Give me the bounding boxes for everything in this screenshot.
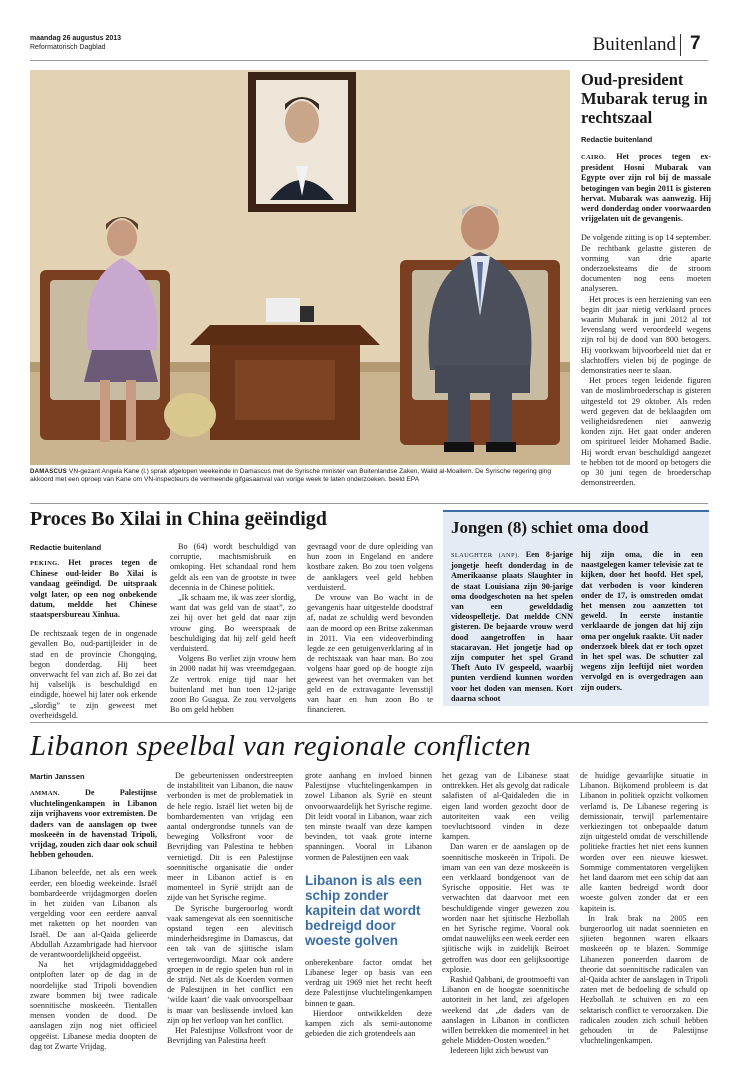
jongen-dateline: SLAUGHTER (ANP).: [451, 552, 520, 559]
libanon-paragraph: De Syrische burgeroorlog wordt vaak samengevat als een soennitische opstand tegen een alevitisch minderheidsregime in Damascus, dat een tak van de sjiitische islam vertegenwoordigt. Maar ook andere groepen in de regio spelen hun rol in de strijd. Net als de Koerden vormen de Palestijnen in het conflict een ‘wilde kaart’ die vaak onvoorspelbaar is maar van beslissende invloed kan zijn op het verloop van het conflict.: [167, 903, 293, 1025]
jongen-headline: Jongen (8) schiet oma dood: [451, 518, 649, 537]
libanon-paragraph: grote aanhang en invloed binnen Palestijnse vluchtelingenkampen in zowel Libanon als Syrië en steunt onvoorwaardelijk het Syrische regime. Dit leidt vooral in Libanon, waar zich ten minste twaalf van deze kampen bevinden, tot vaak grote interne spanningen. Vooral in Libanon vormen de Palestijnen een vaak: [305, 771, 432, 862]
libanon-paragraph: onberekenbare factor omdat het Libanese leger op basis van een verdrag uit 1969 niet het recht heeft deze Palestijnse vluchtelingenkampen binnen te gaan.: [305, 957, 432, 1008]
masthead-info: [30, 34, 121, 52]
mubarak-headline: Oud-president Mubarak terug in rechtszaal: [581, 70, 708, 127]
libanon-paragraph: In Irak brak na 2005 een burgeroorlog uit nadat soennieten en sjiieten begonnen waren elkaars moskeeën op te blazen. Sommige Libanezen poneerden daarom de theorie dat soennitische radicalen van al-Qaida achter de aanslagen in Tripoli zaten met de bedoeling de schuld op Hezbollah te schuiven en zo een sektarisch conflict te veroorzaken. Die radicalen zouden zich schuil hebben gehouden in de Palestijnse vluchtelingenkampen.: [580, 913, 708, 1046]
mubarak-body: [581, 152, 711, 489]
photo-illustration: [30, 70, 570, 465]
libanon-headline: Libanon speelbal van regionale conflicten: [30, 730, 531, 762]
bo-column-3: [307, 542, 433, 715]
caption-place: DAMASCUS: [30, 469, 68, 475]
mubarak-dateline: CAIRO.: [581, 154, 607, 161]
jongen-text-1: Een 8-jarige jongetje heeft donderdag in de Amerikaanse plaats Slaughter in de staat Louisiana zijn 90-jarige oma doodgeschoten na het spelen van een gewelddadig videospelletje. Dat meldde CNN gisteren. De bejaarde vrouw werd dood aangetroffen in haar stacaravan. Het jongetje had op zijn computer het spel Grand Theft Auto IV gespeeld, waarbij punten verdiend kunnen worden voor het doden van mensen. Kort daarna schoot: [451, 550, 573, 703]
jongen-box: [443, 510, 709, 706]
libanon-paragraph: De gebeurtenissen onderstreepten de instabiliteit van Libanon, die nauw verbonden is met de problematiek in de hele regio. Israël liet weten bij de bombardementen van vrijdag een aantal ondergrondse tunnels van de beweging Volksfront voor de Bevrijding van Palestina te hebben vernietigd. Dit is een Palestijnse soennitische organisatie die onder meer in Libanon actief is en momenteel in Syrië strijdt aan de zijde van het Syrische regime.: [167, 771, 293, 903]
bo-paragraph: De vrouw van Bo wacht in de gevangenis haar uitgestelde doodstraf af, nadat ze schuldig werd bevonden aan de moord op een Britse zakenman in 2011. Via een videoverbinding legde ze een getuigenverklaring af in de rechtszaak van haar man. Bo zou volgens haar goed op de hoogte zijn geweest van het overmaken van het geld en de extravagante levensstijl van haar en hun zoon Bo te financieren.: [307, 593, 433, 715]
libanon-column-5: [580, 771, 708, 1046]
page-number: 7: [690, 33, 701, 54]
jongen-column-1: [451, 550, 573, 704]
libanon-byline: Martin Janssen: [30, 772, 85, 781]
libanon-column-4: [442, 771, 569, 1057]
caption-text: VN-gezant Angela Kane (l.) sprak afgelopen weekeinde in Damascus met de Syrische minister van Buitenlandse Zaken, Walid al-Moallem. De Syrische regering ging akkoord met een oproep van Kane om VN-inspecteurs de vermeende gifgasaanval van vorige week te laten onderzoeken.: [30, 468, 551, 484]
bo-column-2: [170, 542, 296, 715]
mubarak-lead: [581, 152, 711, 224]
publication-name: Reformatorisch Dagblad: [30, 44, 106, 51]
photo-credit: beeld EPA: [388, 476, 420, 484]
section-title: Buitenland: [592, 34, 676, 55]
mubarak-paragraph: Het proces is een herziening van een begin dit jaar nietig verklaard proces waarin Mubarak in juni 2012 al tot levenslang werd veroordeeld wegens zijn rol bij de dood van 800 betogers. Hij voorkwam bijvoorbeeld niet dat er slachtoffers vielen bij de poginge de demonstraties neer te slaan.: [581, 294, 711, 376]
bo-lead-text: Het proces tegen de Chinese oud-leider Bo Xilai is vandaag geëindigd. De uitspraak volgt later, op een nog onbekende datum, meldde het Chinese staatspersbureau Xinhua.: [30, 558, 157, 620]
libanon-pullquote: Libanon is als een schip zonder kapitein dat wordt bedreigd door woeste golven: [305, 872, 423, 948]
bo-byline: Redactie buitenland: [30, 543, 102, 552]
section-rule-1: [30, 503, 708, 504]
mubarak-article: [581, 70, 711, 489]
libanon-paragraph: Rashid Qabbani, de grootmoefti van Libanon en de hoogste soennitische autoriteit in het land, zei afgelopen weekend dat „de daders van de aanslagen in Libanon in conflicten willen betrekken die momenteel in het gehele Midden-Oosten woeden.”: [442, 975, 569, 1046]
mubarak-byline: Redactie buitenland: [581, 135, 653, 144]
libanon-lead-text: De Palestijnse vluchtelingenkampen in Libanon zijn vrijhavens voor extremisten. De daders van de aanslagen op twee moskeeën in de havenstad Tripoli, vrijdag, zouden zich daar ook schuil hebben gehouden.: [30, 788, 157, 860]
libanon-paragraph: Dan waren er de aanslagen op de soennitische moskeeën in Tripoli. De imam van een van deze moskeeën is een verklaard bondgenoot van de Syrische oppositie. Het was te verwachten dat daarvoor met een beschuldigende vinger gewezen zou worden naar het sjiitische Hezbollah en het Syrische regime. Vooral ook omdat nauwelijks een week eerder een sjiitische wijk in zuidelijk Beiroet getroffen was door een gelijksoortige explosie.: [442, 842, 569, 974]
bo-column-1: [30, 558, 157, 721]
libanon-paragraph: Hierdoor ontwikkelden deze kampen zich als semi-autonome gebieden die zich grotendeels aan: [305, 1008, 432, 1039]
section-rule-2: [30, 722, 708, 723]
libanon-paragraph: Het Palestijnse Volksfront voor de Bevrijding van Palestina heeft: [167, 1026, 293, 1046]
jongen-column-2: hij zijn oma, die in een naastgelegen kamer televisie zat te kijken, door het hoofd. Het spel, dat verboden is voor kinderen onder de 17, is omstreden omdat het mensen zou aanzetten tot geweld. In eerste instantie verklaarde de jongen dat hij zijn oma per ongeluk raakte. Uit nader onderzoek bleek dat er toch opzet in het spel was. De schutter zal wegens zijn leeftijd niet worden vervolgd en is overgedragen aan zijn ouders.: [581, 550, 703, 692]
issue-date: maandag 26 augustus 2013: [30, 35, 122, 42]
libanon-paragraph: Libanon beleefde, net als een week eerder, een bloedig weekeinde. Israël bombardeerde vrijdagmorgen doelen in het zuiden van Libanon als vergelding voor een eerdere aanval met raketten op het noorden van Israël. De aan al-Qaida gelieerde Abdullah Azzambrigade had hiervoor de verantwoordelijkheid opgeëist.: [30, 868, 157, 960]
bo-paragraph: Bo (64) wordt beschuldigd van corruptie, machtsmisbruik en omkoping. Het schandaal rond hem geldt als een van de grootste in twee decennia in de Chinese politiek.: [170, 542, 296, 592]
bo-paragraph: Volgens Bo verliet zijn vrouw hem in 2000 nadat hij was vreemdgegaan. Ze vertrok enige tijd naar het buitenland met hun toen 12-jarige zoon Bo Guagua. Ze zou vervolgens Bo om geld hebben: [170, 654, 296, 715]
libanon-paragraph: Na het vrijdagmiddaggebed ontploften later op de dag in de noordelijke stad Tripoli bovendien zware bommen bij twee radicale soennitische moskeeën. Tientallen mensen vonden de dood. De aanslagen zijn nog niet officieel opgeëist. Libanese media doopten de dag tot Zwarte Vrijdag.: [30, 960, 157, 1051]
news-photo: [30, 70, 570, 465]
bo-paragraph: De rechtszaak tegen de in ongenade gevallen Bo, oud-partijleider in de stad en de provincie Chongqing, begon donderdag. Hij beet onverwacht fel van zich af. Bo zei dat hij valselijk is beschuldigd en eindigde, hoewel hij later ook erkende „slordig” te zijn geweest met overheidsgeld.: [30, 629, 157, 720]
libanon-lead: [30, 788, 157, 860]
bo-headline: Proces Bo Xilai in China geëindigd: [30, 508, 327, 530]
bo-paragraph: gevraagd voor de dure opleiding van hun zoon in Engeland en andere kostbare zaken. Bo zou toen volgens de aanklagers veel geld hebben verduisterd.: [307, 542, 433, 592]
libanon-paragraph: het gezag van de Libanese staat onttrekken. Het als gevolg dat radicale salafisten of al-Qaidaleden die in eigen land worden gezocht door de autoriteiten vaak een veilig toevluchtsoord vinden in deze kampen.: [442, 771, 569, 842]
libanon-paragraph: Iedereen lijkt zich bewust van: [450, 1046, 549, 1056]
libanon-column-1: [30, 788, 157, 1052]
libanon-column-2: [167, 771, 293, 1046]
bo-paragraph: „Ik schaam me, ik was zeer slordig, want dat was geld van de staat”, zo zei hij over het geld dat naar zijn vrouw ging. Bo weerspraak de beschuldiging dat hij zelf geld heeft verduisterd.: [170, 593, 296, 654]
libanon-column-3: [305, 771, 432, 1039]
mubarak-paragraph: Het proces tegen leidende figuren van de moslimbroederschap is gisteren uitgesteld tot 29 oktober. Als reden werd gegeven dat de beklaagden om veiligheidsredenen niet aanwezig konden zijn. Het gaat onder anderen om spiritueel leider Mohamed Badie. Hij wordt ervan beschuldigd aangezet te hebben tot de moord op betogers die op 30 juni tegen de broederschap demonstreerden.: [581, 376, 711, 488]
bo-lead: [30, 558, 157, 620]
libanon-paragraph: de huidige gevaarlijke situatie in Libanon. Bijkomend probleem is dat Libanon in politiek opzicht volkomen verlamd is. De Libanese regering is demissionair, terwijl parlementaire verkiezingen tot onbepaalde datum zijn uitgesteld omdat de verschillende politieke fracties het niet eens kunnen worden over een nieuwe kieswet. Sommige commentatoren vergelijken het land daarom met een schip dat aan alle kanten bedreigd wordt door woeste golven zonder dat er een kapitein is.: [580, 771, 708, 913]
bo-dateline: PEKING.: [30, 560, 60, 567]
photo-caption: [30, 468, 570, 485]
mubarak-paragraph: De volgende zitting is op 14 september. De rechtbank gelastte gisteren de vorming van drie aparte onderzoeksteams die de stroom documenten nog eens moeten analyseren.: [581, 233, 711, 294]
header-rule: [30, 60, 708, 61]
mubarak-lead-text: Het proces tegen ex-president Hosni Mubarak van Egypte over zijn rol bij de massale betogingen van begin 2011 is gisteren hervat. Mubarak was aanwezig. Hij werd donderdag onder voorwaarden vrijgelaten uit de gevangenis.: [581, 152, 711, 224]
libanon-dateline: AMMAN.: [30, 790, 60, 797]
header-divider: [680, 34, 681, 56]
